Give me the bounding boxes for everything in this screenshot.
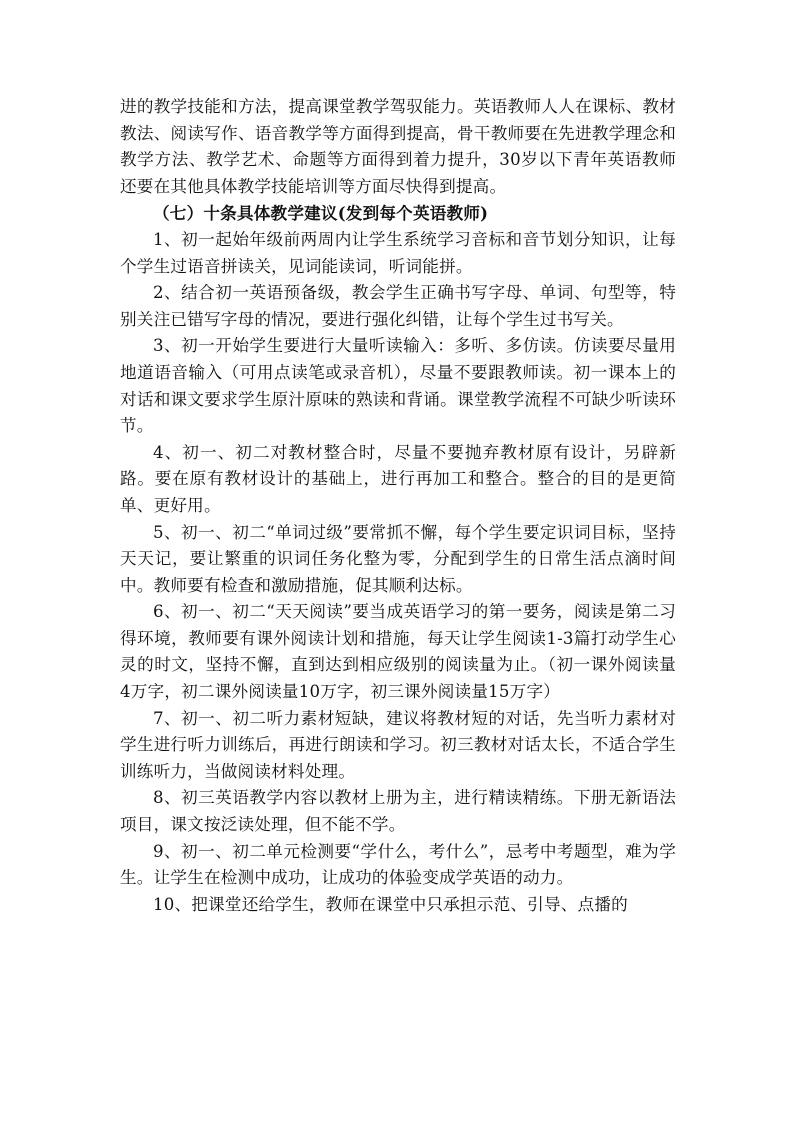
suggestion-item-10: 10、把课堂还给学生，教师在课堂中只承担示范、引导、点播的	[153, 894, 628, 914]
intro-paragraph: 进的教学技能和方法，提高课堂教学驾驭能力。英语教师人人在课标、教材教法、阅读写作、语音教学等方面得到提高，骨干教师要在先进教学理念和教学方法、教学艺术、命题等方面得到着力提升，30岁以下青年英语教师还要在其他具体教学技能培训等方面尽快得到提高。	[120, 97, 676, 196]
suggestion-item-3: 3、初一开始学生要进行大量听读输入：多听、多仿读。仿读要尽量用地道语音输入（可用点读笔或录音机），尽量不要跟教师读。初一课本上的对话和课文要求学生原汁原味的熟读和背诵。课堂教学流程不可缺少听读环节。	[120, 336, 676, 436]
suggestion-item-6: 6、初一、初二“天天阅读”要当成英语学习的第一要务，阅读是第二习得环境，教师要有课外阅读计划和措施，每天让学生阅读1-3篇打动学生心灵的时文，坚持不懈，直到达到相应级别的阅读量为止。（初一课外阅读量4万字，初二课外阅读量10万字，初三课外阅读量15万字）	[120, 602, 676, 702]
section-heading: （七）十条具体教学建议(发到每个英语教师)	[153, 203, 489, 224]
suggestion-item-1: 1、初一起始年级前两周内让学生系统学习音标和音节划分知识，让每个学生过语音拼读关，见词能读词，听词能拼。	[120, 229, 676, 276]
suggestion-item-9: 9、初一、初二单元检测要“学什么，考什么”，忌考中考题型，难为学生。让学生在检测中成功，让成功的体验变成学英语的动力。	[120, 841, 676, 888]
document-page	[120, 94, 676, 918]
suggestion-item-4: 4、初一、初二对教材整合时，尽量不要抛弃教材原有设计，另辟新路。要在原有教材设计的基础上，进行再加工和整合。整合的目的是更简单、更好用。	[120, 442, 676, 515]
suggestion-item-7: 7、初一、初二听力素材短缺，建议将教材短的对话，先当听力素材对学生进行听力训练后，再进行朗读和学习。初三教材对话太长，不适合学生训练听力，当做阅读材料处理。	[120, 708, 676, 781]
suggestion-item-2: 2、结合初一英语预备级，教会学生正确书写字母、单词、句型等，特别关注已错写字母的情况，要进行强化纠错，让每个学生过书写关。	[120, 283, 676, 329]
suggestion-item-8: 8、初三英语教学内容以教材上册为主，进行精读精练。下册无新语法项目，课文按泛读处理，但不能不学。	[120, 788, 676, 835]
suggestion-item-5: 5、初一、初二“单词过级”要常抓不懈，每个学生要定识词目标，坚持天天记，要让繁重的识词任务化整为零，分配到学生的日常生活点滴时间中。教师要有检查和激励措施，促其顺利达标。	[120, 522, 676, 595]
